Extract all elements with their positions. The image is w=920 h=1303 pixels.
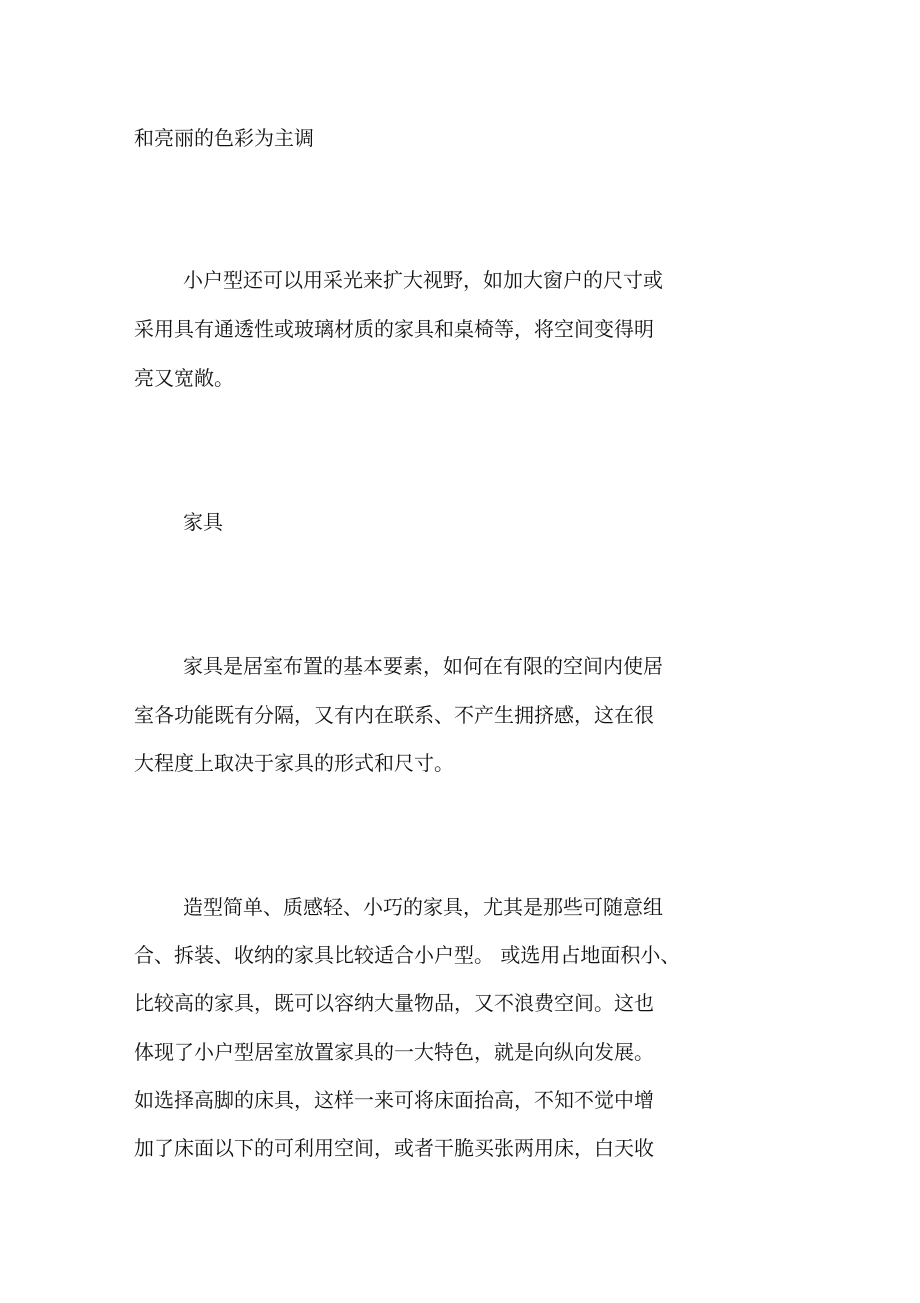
paragraph-line: 家具是居室布置的基本要素，如何在有限的空间内使居 bbox=[183, 654, 663, 678]
paragraph-line: 和亮丽的色彩为主调 bbox=[134, 126, 314, 150]
paragraph-line: 采用具有通透性或玻璃材质的家具和桌椅等，将空间变得明 bbox=[134, 317, 654, 341]
section-heading: 家具 bbox=[183, 510, 223, 534]
paragraph-line: 大程度上取决于家具的形式和尺寸。 bbox=[134, 751, 454, 775]
paragraph-line: 体现了小户型居室放置家具的一大特色，就是向纵向发展。 bbox=[134, 1040, 654, 1064]
paragraph-line: 合、拆装、收纳的家具比较适合小户型。 或选用占地面积小、 bbox=[134, 943, 681, 967]
paragraph-line: 如选择高脚的床具，这样一来可将床面抬高，不知不觉中增 bbox=[134, 1088, 654, 1112]
paragraph-line: 造型简单、质感轻、小巧的家具，尤其是那些可随意组 bbox=[183, 895, 663, 919]
paragraph-line: 室各功能既有分隔，又有内在联系、不产生拥挤感，这在很 bbox=[134, 703, 654, 727]
paragraph-line: 比较高的家具，既可以容纳大量物品，又不浪费空间。这也 bbox=[134, 991, 654, 1015]
paragraph-line: 亮又宽敞。 bbox=[134, 366, 234, 390]
paragraph-line: 小户型还可以用采光来扩大视野，如加大窗户的尺寸或 bbox=[183, 268, 663, 292]
paragraph-line: 加了床面以下的可利用空间，或者干脆买张两用床，白天收 bbox=[134, 1136, 654, 1160]
